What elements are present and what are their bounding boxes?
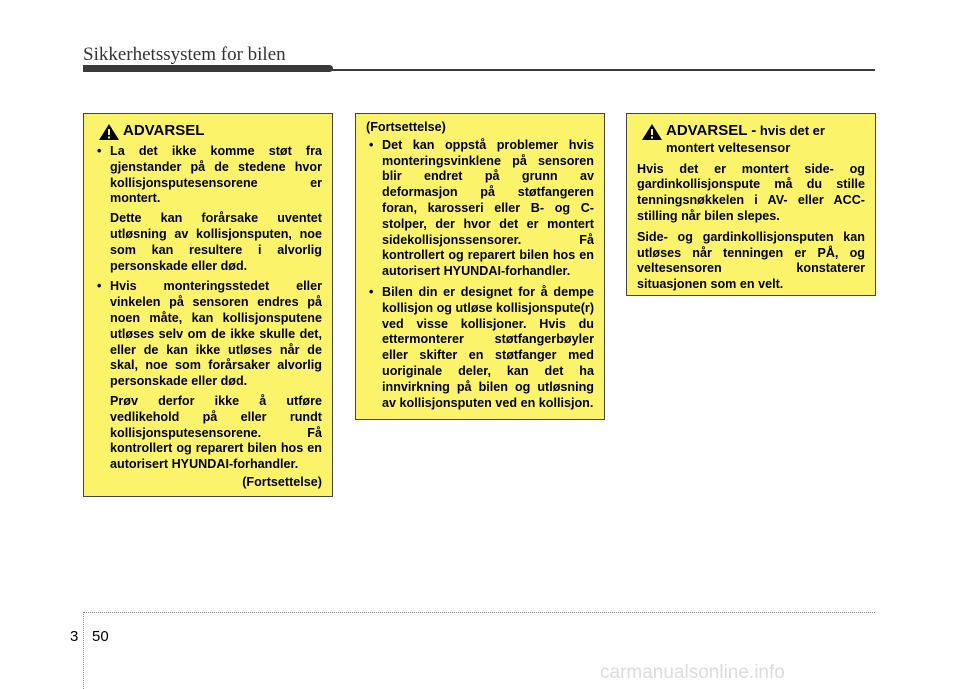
bullet-text: • Bilen din er designet for å dempe kollisjon og utløse kollisjonspute(r) ved visse kollisjoner. Hvis du ettermonterer støtfangerbøyler eller skifter en støtfanger med uoriginale deler, kan det ha innvirkning på bilen og utløsning av kollisjonsputen ved en kollisjon.: [382, 284, 595, 410]
warning-heading: [637, 122, 865, 157]
bullet-followup: Dette kan forårsake uventet utløsning av kollisjonsputen, noe som kan resultere i alvorlig personskade eller død.: [110, 211, 322, 273]
warning-title-group: [666, 122, 865, 157]
paragraph: Side- og gardinkollisjonsputen kan utløses når tenningen er PÅ, og veltesensoren konstaterer situasjonen som en velt.: [637, 229, 865, 292]
warning-title: ADVARSEL: [123, 122, 205, 139]
bullet-followup: Prøv derfor ikke å utføre vedlikehold på eller rundt kollisjonsputesensorene. Få kontrollert og reparert bilen hos en autorisert HYUNDAI-forhandler.: [110, 393, 322, 472]
warning-heading: [94, 122, 322, 141]
list-item: [94, 144, 322, 274]
page-number: 50: [92, 628, 109, 645]
bullet-text: • La det ikke komme støt fra gjenstander på de stedene hvor kollisjonsputesensorene er montert.: [110, 144, 322, 206]
bullet-text: • Det kan oppstå problemer hvis monteringsvinklene på sensoren blir endret på grunn av deformasjon på støtfangeren foran, karosseri eller B- og C-stolper, der hvor det er montert sidekollisjonssensorer. Få kontrollert og reparert bilen hos en autorisert HYUNDAI-forhandler.: [382, 137, 594, 279]
watermark: carmanualsonline.info: [600, 662, 785, 683]
warning-list: [366, 138, 594, 412]
warning-box-rollover: [626, 113, 876, 296]
chapter-number: 3: [70, 628, 79, 645]
warning-box-continued: [355, 113, 605, 420]
paragraph: Hvis det er montert side- og gardinkollisjonspute må du stille tenningsnøkkelen i AV- eller ACC-stilling når bilen slepes.: [637, 161, 865, 223]
warning-subtitle: hvis det er montert veltesensor: [666, 123, 825, 155]
list-item: [366, 285, 594, 411]
continued-label: (Fortsettelse): [242, 474, 322, 489]
section-title: Sikkerhetssystem for bilen: [83, 44, 286, 65]
list-item: [366, 138, 594, 280]
footer-divider: [83, 612, 84, 689]
warning-title: ADVARSEL -: [666, 122, 757, 139]
list-item: [94, 279, 322, 473]
continued-label: (Fortsettelse): [366, 120, 446, 134]
warning-triangle-icon: [98, 123, 120, 141]
header-rule: [83, 69, 875, 71]
warning-box-sensors: [83, 113, 333, 497]
bullet-text: • Hvis monteringsstedet eller vinkelen på sensoren endres på noen måte, kan kollisjonsputene utløses selv om de ikke skulle det, eller de kan ikke utløses når de skal, noe som forårsaker alvorlig personskade eller død.: [110, 279, 322, 389]
footer-rule: [83, 612, 875, 613]
warning-triangle-icon: [641, 123, 663, 141]
warning-list: [94, 144, 322, 473]
